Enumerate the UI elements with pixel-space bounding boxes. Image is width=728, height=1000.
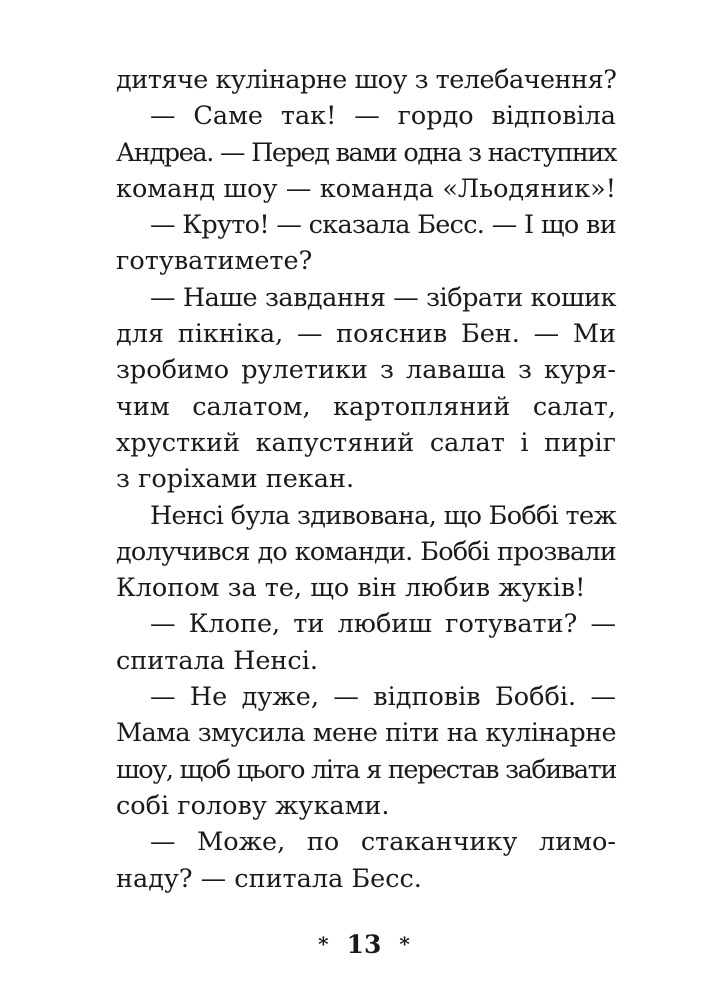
text-line: дитяче кулінарне шоу з телебачення? xyxy=(116,65,617,95)
text-line: з горіхами пекан. xyxy=(116,464,355,495)
text-line: — Може, по стаканчику лимо- xyxy=(150,827,616,858)
text-line: — Круто! — сказала Бесс. — І що ви xyxy=(150,210,616,241)
text-line: Мама змусила мене піти на кулінарне xyxy=(116,718,616,749)
text-line: Ненсі була здивована, що Боббі теж xyxy=(150,500,617,531)
text-line: наду? — спитала Бесс. xyxy=(116,863,422,894)
text-line: шоу, щоб цього літа я перестав забивати xyxy=(116,754,616,785)
text-line: собі голову жуками. xyxy=(116,790,390,821)
text-line: для пікніка, — пояснив Бен. — Ми xyxy=(116,319,616,350)
text-line: — Наше завдання — зібрати кошик xyxy=(150,282,616,313)
text-line: Клопом за те, що він любив жуків! xyxy=(116,573,586,604)
page-footer xyxy=(0,930,728,959)
text-line: команд шоу — команда «Льодяник»! xyxy=(116,173,616,204)
text-line: спитала Ненсі. xyxy=(116,645,318,676)
star-ornament-icon: * xyxy=(399,932,410,956)
star-ornament-icon: * xyxy=(318,932,329,956)
body-text xyxy=(116,62,616,897)
text-line: — Клопе, ти любиш готувати? — xyxy=(150,609,616,640)
text-line: — Саме так! — гордо відповіла xyxy=(150,101,616,132)
text-line: хрусткий капустяний салат і пиріг xyxy=(116,427,616,458)
text-line: готуватимете? xyxy=(116,246,313,277)
text-line: Андреа. — Перед вами одна з наступних xyxy=(116,137,616,168)
text-line: долучився до команди. Боббі прозвали xyxy=(116,536,616,567)
page-number: 13 xyxy=(346,930,382,959)
text-line: — Не дуже, — відповів Боббі. — xyxy=(150,682,616,713)
text-line: зробимо рулетики з лаваша з куря- xyxy=(116,355,616,386)
text-line: чим салатом, картопляний салат, xyxy=(116,391,616,422)
